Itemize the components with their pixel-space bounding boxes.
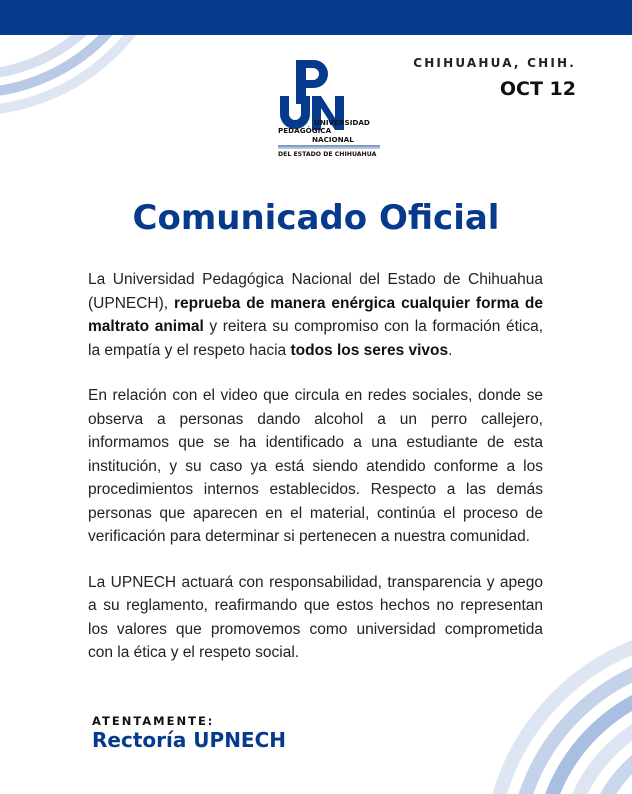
logo-text-line3: NACIONAL xyxy=(312,135,354,144)
header-meta xyxy=(413,56,576,100)
city-label: CHIHUAHUA, CHIH. xyxy=(413,56,576,70)
paragraph-1 xyxy=(88,268,543,362)
p1-text-c: y reitera su compromiso con la formación ética, la empatía y el respeto hacia xyxy=(88,318,543,359)
p1-text-a: La Universidad Pedagógica Nacional del Estado de Chihuahua (UPNECH), xyxy=(88,271,543,312)
logo-text-line2: PEDAGÓGICA xyxy=(278,126,332,135)
p1-text-e: . xyxy=(448,341,453,359)
communique-body xyxy=(88,268,543,687)
upn-logo-mark xyxy=(276,58,386,164)
paragraph-3: La UPNECH actuará con responsabilidad, transparencia y apego a su reglamento, reafirmando que estos hechos no representan los valores que promovemos como universidad comprometida con la ética y el respeto social. xyxy=(88,573,543,661)
logo-text-line1: UNIVERSIDAD xyxy=(314,118,370,127)
logo-text-line4: DEL ESTADO DE CHIHUAHUA xyxy=(278,151,377,158)
signature-name: Rectoría UPNECH xyxy=(92,728,287,752)
page-title: Comunicado Oficial xyxy=(132,198,500,238)
decorative-arcs-top-left xyxy=(0,35,150,115)
university-logo xyxy=(276,58,386,164)
p1-bold-d: todos los seres vivos xyxy=(290,341,449,359)
signature-label: ATENTAMENTE: xyxy=(92,714,215,728)
top-banner xyxy=(0,0,632,35)
p1-bold-b: reprueba de manera enérgica cualquier forma de maltrato animal xyxy=(88,294,543,335)
paragraph-2: En relación con el video que circula en redes sociales, donde se observa a personas dando alcohol a un perro callejero, informamos que se ha identificado a una estudiante de esta institución, y su caso ya está siendo atendido conforme a los procedimientos internos establecidos. Respecto a las demás personas que aparecen en el material, continúa el proceso de verificación para determinar si pertenecen a nuestra comunidad. xyxy=(88,387,543,545)
date-label: OCT 12 xyxy=(499,78,576,100)
